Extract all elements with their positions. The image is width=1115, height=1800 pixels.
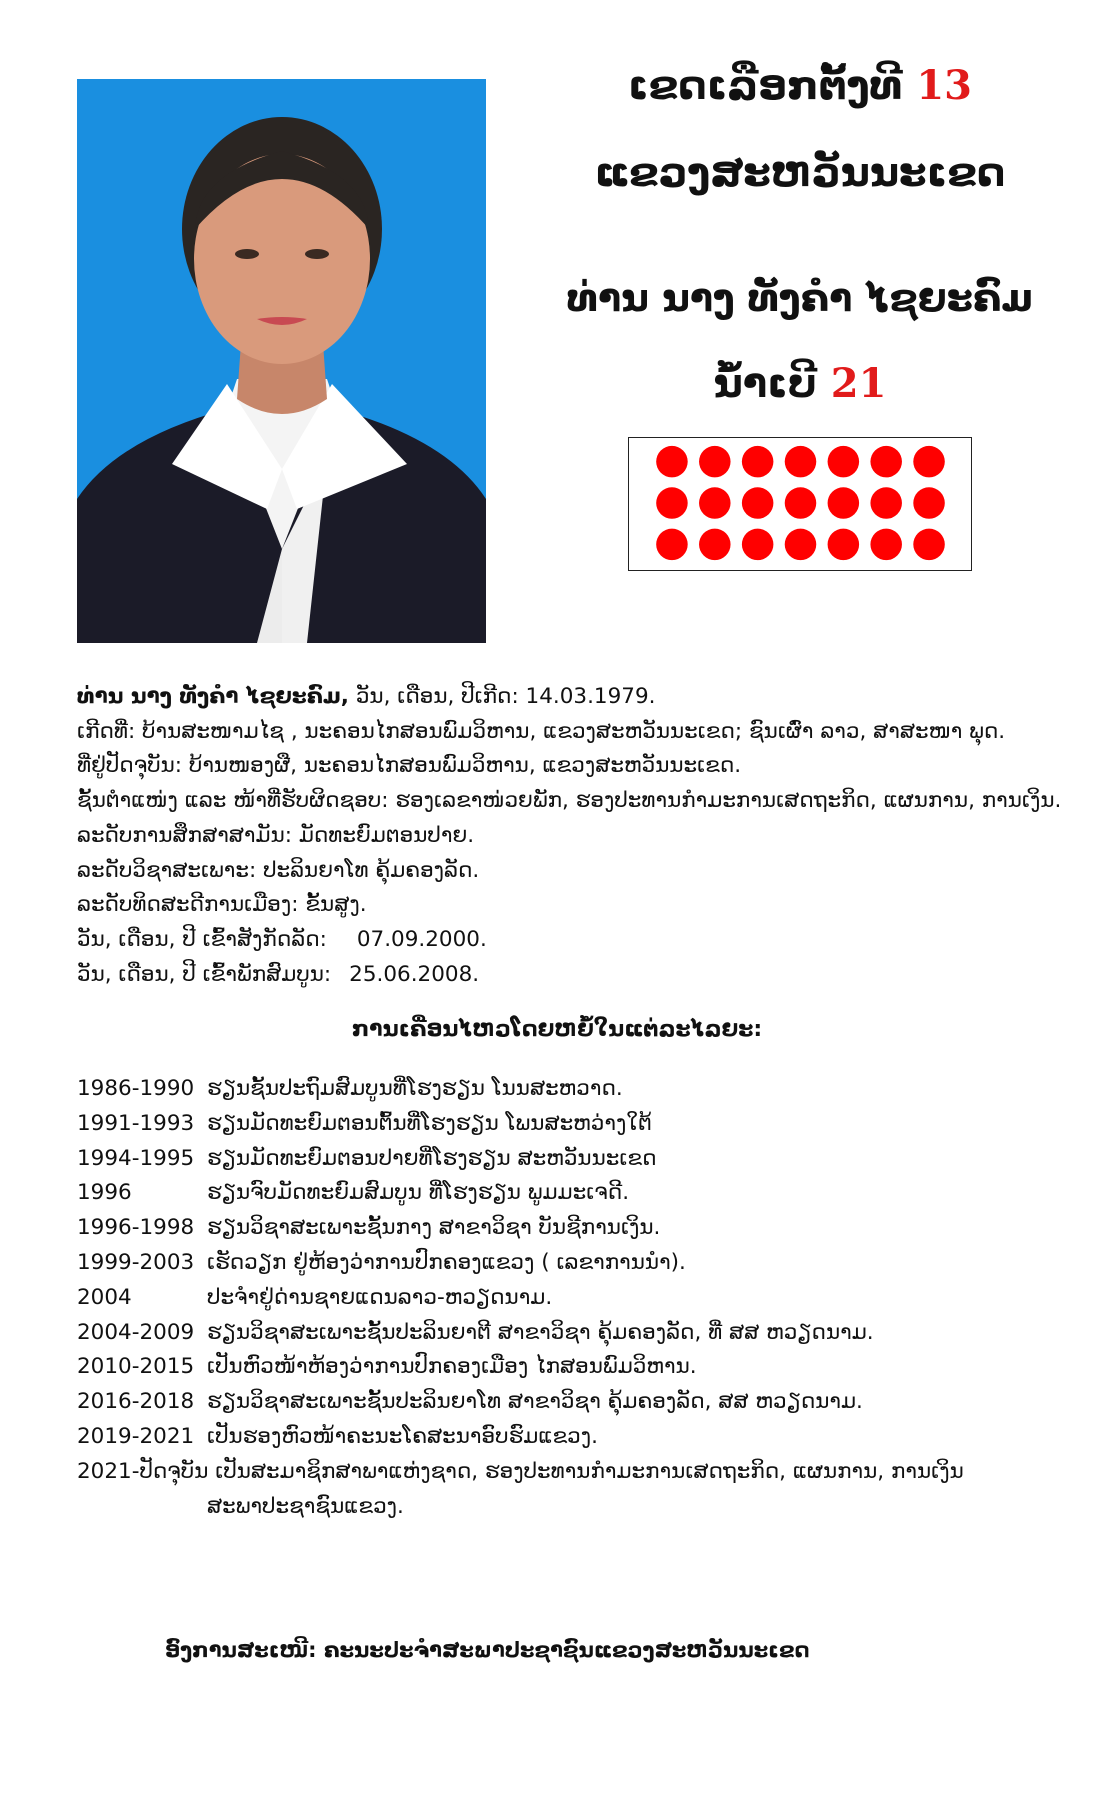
ballot-dot bbox=[742, 529, 774, 561]
timeline-year: 2004 bbox=[77, 1284, 132, 1310]
timeline-year: 2019-2021 bbox=[77, 1423, 195, 1449]
timeline-row bbox=[77, 1107, 1077, 1142]
candidate-info bbox=[77, 680, 1077, 992]
constituency-label: ເຂດເລືອກຕັ້ງທີ bbox=[628, 63, 903, 109]
timeline-text: ຮຽນວິຊາສະເພາະຊັ້ນປະລິນຍາຕີ ສາຂາວິຊາ ຄຸ້ມຄອງລັດ, ທີ່ ສສ ຫວຽດນາມ. bbox=[207, 1319, 874, 1345]
ballot-dot bbox=[785, 487, 817, 519]
timeline-row bbox=[77, 1281, 1077, 1316]
timeline-text-continuation: ສະພາປະຊາຊົນແຂວງ. bbox=[207, 1493, 404, 1519]
info-birthplace: ເກີດທີ່: ບ້ານສະໜາມໄຊ , ນະຄອນໄກສອນພົມວິຫານ, ແຂວງສະຫວັນນະເຂດ; ຊົນເຜົ່າ ລາວ, ສາສະໜາ ພຸດ. bbox=[77, 718, 1006, 744]
info-position: ຊັ້ນຕຳແໜ່ງ ແລະ ໜ້າທີ່ຮັບຜິດຊອບ: ຮອງເລຂາໜ່ວຍພັກ, ຮອງປະທານກຳມະການເສດຖະກິດ, ແຜນການ, ການເງິນ. bbox=[77, 788, 1062, 814]
timeline-year: 1996-1998 bbox=[77, 1215, 195, 1241]
ballot-label: ນໍ້າເບີ bbox=[713, 361, 817, 407]
ballot-dots-box bbox=[628, 437, 972, 571]
timeline-text: ປະຈຳຢູ່ດ່ານຊາຍແດນລາວ-ຫວຽດນາມ. bbox=[207, 1284, 553, 1310]
ballot-dot bbox=[785, 529, 817, 561]
timeline-text: ເປັນສະມາຊິກສາພາແຫ່ງຊາດ, ຮອງປະທານກຳມະການເສດຖະກິດ, ແຜນການ, ການເງິນ bbox=[215, 1458, 964, 1484]
province-heading: ແຂວງສະຫວັນນະເຂດ bbox=[594, 150, 1006, 196]
ballot-dot bbox=[870, 529, 902, 561]
ballot-dot bbox=[913, 529, 945, 561]
timeline-year: 2010-2015 bbox=[77, 1354, 195, 1380]
timeline-text: ຮຽນວິຊາສະເພາະຊັ້ນກາງ ສາຂາວິຊາ ບັນຊີການເງິນ. bbox=[207, 1215, 661, 1241]
timeline-row bbox=[77, 1385, 1077, 1420]
ballot-dot bbox=[656, 529, 688, 561]
info-civil-service bbox=[77, 923, 1077, 958]
ballot-dot bbox=[656, 487, 688, 519]
civil-service-label: ວັນ, ເດືອນ, ປີ ເຂົ້າສັງກັດລັດ: bbox=[77, 926, 327, 952]
ballot-number: 21 bbox=[830, 360, 887, 407]
ballot-number-heading bbox=[520, 360, 1080, 407]
timeline-year: 1994-1995 bbox=[77, 1145, 195, 1171]
candidate-photo bbox=[77, 79, 486, 643]
timeline-year: 1986-1990 bbox=[77, 1076, 195, 1101]
info-name: ທ່ານ ນາງ ທັງຄຳ ໄຊຍະຄົມ, bbox=[77, 684, 349, 709]
timeline-year: 1999-2003 bbox=[77, 1249, 195, 1275]
ballot-dot bbox=[828, 529, 860, 561]
ballot-dot bbox=[913, 446, 945, 478]
ballot-dot bbox=[870, 487, 902, 519]
constituency-number: 13 bbox=[916, 62, 972, 109]
party-label: ວັນ, ເດືອນ, ປີ ເຂົ້າພັກສົມບູນ: bbox=[77, 961, 332, 987]
timeline-text: ເປັນຮອງຫົວໜ້າຄະນະໂຄສະນາອົບຮົມແຂວງ. bbox=[207, 1423, 598, 1449]
ballot-dot bbox=[699, 529, 731, 561]
timeline-text: ຮຽນມັດທະຍົມຕອນປາຍທີ່ໂຮງຮຽນ ສະຫວັນນະເຂດ bbox=[207, 1145, 657, 1171]
portrait-image bbox=[77, 79, 486, 643]
timeline-row bbox=[77, 1176, 1077, 1211]
timeline-text: ຮຽນມັດທະຍົມຕອນຕົ້ນທີ່ໂຮງຮຽນ ໂພນສະຫວ່າງໃຕ້ bbox=[207, 1110, 652, 1136]
civil-service-date: 07.09.2000. bbox=[356, 926, 487, 952]
info-dob: ວັນ, ເດືອນ, ປີເກີດ: 14.03.1979. bbox=[355, 684, 656, 709]
ballot-dot bbox=[656, 446, 688, 478]
ballot-dot bbox=[785, 446, 817, 478]
constituency-heading bbox=[520, 62, 1080, 109]
timeline-row bbox=[77, 1420, 1077, 1455]
ballot-dot bbox=[913, 487, 945, 519]
ballot-dot bbox=[699, 487, 731, 519]
timeline-text: ເປັນຫົວໜ້າຫ້ອງວ່າການປົກຄອງເມືອງ ໄກສອນພົມວິຫານ. bbox=[207, 1354, 697, 1380]
timeline-row bbox=[77, 1142, 1077, 1177]
timeline-text: ຮຽນວິຊາສະເພາະຊັ້ນປະລິນຍາໂທ ສາຂາວິຊາ ຄຸ້ມຄອງລັດ, ສສ ຫວຽດນາມ. bbox=[207, 1389, 863, 1415]
info-residence: ທີ່ຢູ່ປັດຈຸບັນ: ບ້ານໜອງຜື, ນະຄອນໄກສອນພົມວິຫານ, ແຂວງສະຫວັນນະເຂດ. bbox=[77, 753, 742, 779]
ballot-dots bbox=[629, 438, 971, 570]
nominating-organization: ອົງການສະເໜີ: ຄະນະປະຈຳສະພາປະຊາຊົນແຂວງສະຫວັນນະເຂດ bbox=[165, 1638, 810, 1662]
timeline-year: 1996 bbox=[77, 1180, 132, 1206]
candidate-name-heading: ທ່ານ ນາງ ທັງຄຳ ໄຊຍະຄົມ bbox=[566, 276, 1034, 320]
party-date: 25.06.2008. bbox=[349, 961, 480, 987]
timeline-year: 2021-ປັດຈຸບັນ bbox=[77, 1458, 209, 1484]
ballot-dot bbox=[742, 487, 774, 519]
timeline-row bbox=[77, 1350, 1077, 1385]
timeline-row bbox=[77, 1246, 1077, 1281]
timeline-row bbox=[77, 1211, 1077, 1246]
timeline-row bbox=[77, 1316, 1077, 1351]
ballot-dot bbox=[742, 446, 774, 478]
timeline-year: 2004-2009 bbox=[77, 1319, 195, 1345]
timeline-year: 1991-1993 bbox=[77, 1110, 195, 1136]
info-political-theory: ລະດັບທິດສະດີການເມືອງ: ຂັ້ນສູງ. bbox=[77, 892, 367, 918]
ballot-dot bbox=[828, 446, 860, 478]
ballot-dot bbox=[699, 446, 731, 478]
ballot-dot bbox=[870, 446, 902, 478]
timeline-text: ຮຽນຊັ້ນປະຖົມສົມບູນທີ່ໂຮງຮຽນ ໂນນສະຫວາດ. bbox=[207, 1076, 623, 1101]
timeline-text: ເຮັດວຽກ ຢູ່ຫ້ອງວ່າການປົກຄອງແຂວງ ( ເລຂາການນຳ). bbox=[207, 1249, 686, 1275]
timeline-text: ຮຽນຈົບມັດທະຍົມສົມບູນ ທີ່ໂຮງຮຽນ ພູມມະເຈດີ. bbox=[207, 1180, 630, 1206]
ballot-dot bbox=[828, 487, 860, 519]
timeline-year: 2016-2018 bbox=[77, 1389, 195, 1415]
info-specialized-education: ລະດັບວິຊາສະເພາະ: ປະລິນຍາໂທ ຄຸ້ມຄອງລັດ. bbox=[77, 857, 480, 883]
info-name-dob bbox=[77, 680, 1077, 715]
timeline-row bbox=[77, 1072, 1077, 1107]
timeline-title: ການເຄື່ອນໄຫວໂດຍຫຍໍ້ໃນແຕ່ລະໄລຍະ: bbox=[351, 1017, 763, 1042]
timeline-list bbox=[77, 1072, 1077, 1524]
timeline-row bbox=[77, 1455, 1077, 1490]
info-party-membership bbox=[77, 958, 1077, 993]
info-general-education: ລະດັບການສຶກສາສາມັນ: ມັດທະຍົມຕອນປາຍ. bbox=[77, 822, 475, 848]
